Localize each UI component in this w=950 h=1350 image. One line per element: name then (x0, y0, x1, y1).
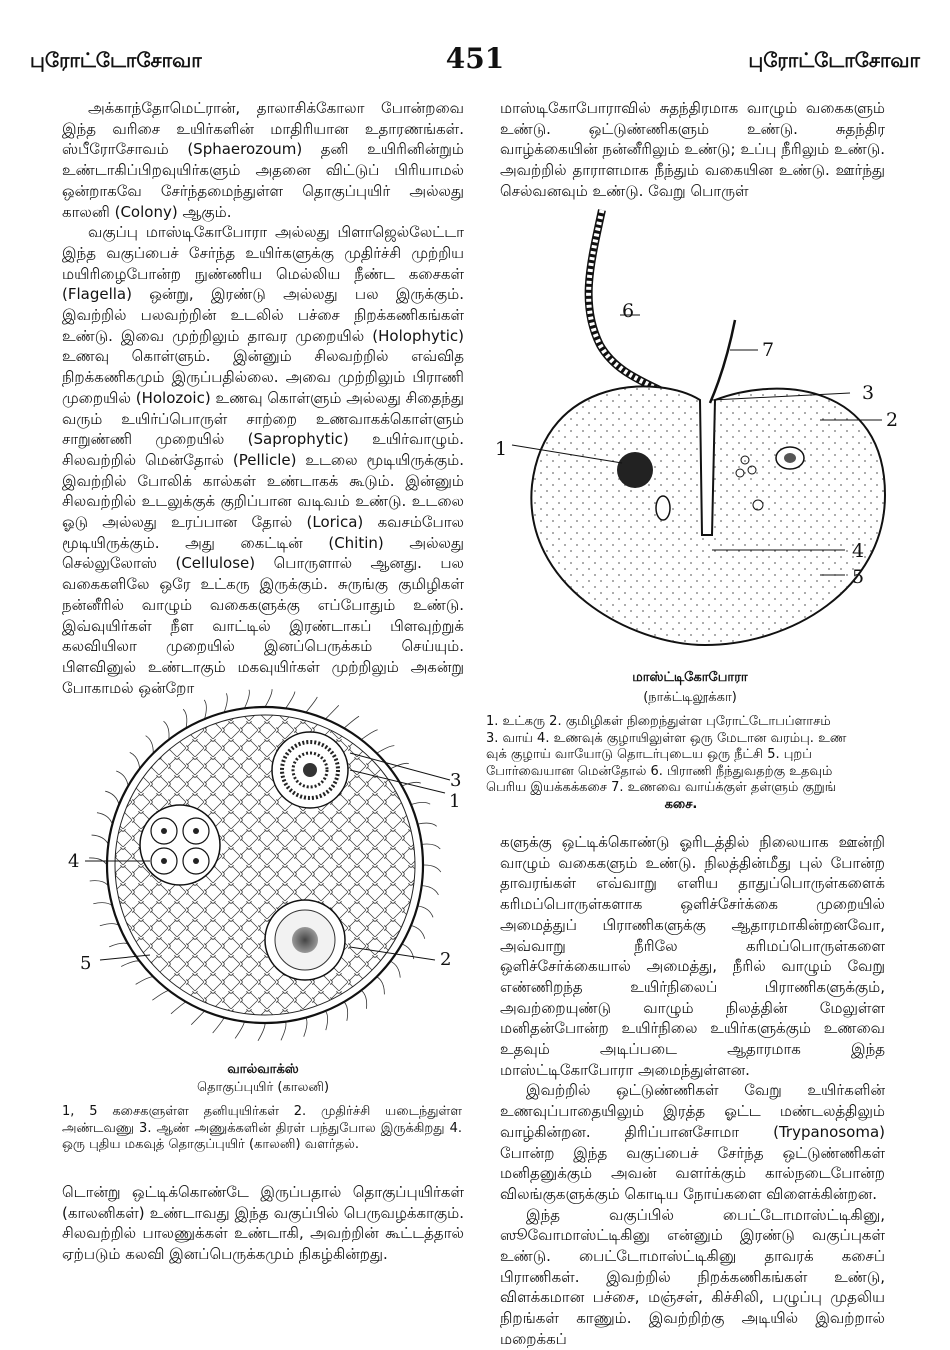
volvox-illustration (60, 685, 480, 1055)
volvox-title: வால்வாக்ஸ் (227, 1062, 299, 1077)
legend-line: 3. வாய் 4. உணவுக் குழாயிலுள்ள ஒரு மேடான வரம்பு. உண (486, 730, 847, 746)
paragraph: வகுப்பு மாஸ்டிகோபோரா அல்லது பிளாஜெல்லேட்டா இந்த வகுப்பைச் சேர்ந்த உயிர்களுக்கு முதிர்ச்சி முற்றிய மயிரிழைபோன்ற நுண்ணிய மெல்லிய நீண்ட கசைகள் (Flagella) ஒன்று, இரண்டு அல்லது பல இருக்கும். இவற்றில் பலவற்றின் உடலில் பச்சை நிறக்கணிகங்கள் உண்டு. இவை முற்றிலும் தாவர முறையில் (Holophytic) உணவு கொள்ளும். இன்னும் சிலவற்றில் எவ்வித நிறக்கணிகமும் இருப்பதில்லை. அவை முற்றிலும் பிராணி முறையில் (Holozoic) உணவு கொள்ளும் அல்லது சிதைந்து வரும் உயிர்ப்பொருள் சாற்றை உணவாகக்கொள்ளும் சாறுண்ணி முறையில் (Saprophytic) உயிர்வாழும். சிலவற்றில் மென்தோல் (Pellicle) உடலை மூடியிருக்கும். இவற்றில் போலிக் கால்கள் உண்டாகக் கூடும். இன்னும் சிலவற்றில் உடலுக்குக் குறிப்பான வடிவம் உண்டு. உடலை ஓடு அல்லது உரப்பான தோல் (Lorica) கவசம்போல மூடியிருக்கும். அது கைட்டின் (Chitin) அல்லது செல்லுலோஸ் (Cellulose) பொருளால் ஆனது. பல வகைகளிலே ஒரே உட்கரு இருக்கும். சுருங்கு குமிழிகள் நன்னீரில் வாழும் வகைகளுக்கு எப்போதும் உண்டு. இவ்வுயிர்கள் நீள வாட்டில் இரண்டாகப் பிளவுற்றுக் கலவியிலா முறையில் இனப்பெருக்கம் செய்யும். பிளவினுல் உண்டாகும் மகவுயிர்கள் முற்றிலும் அகன்று போகாமல் ஒன்றோ (62, 223, 464, 697)
flagellum-hair (130, 752, 140, 768)
paragraph: இந்த வகுப்பில் பைட்டோமாஸ்ட்டிகினு, ஸூவோமாஸ்ட்டிகினு என்னும் இரண்டு வகுப்புகள் உண்டு. பைட்டோமாஸ்ட்டிகினு தாவரக் கசைப் பிராணிகள். இவற்றில் நிறக்கணிகங்கள் உண்டு, விளக்கமான பச்சை, மஞ்சள், கிச்சிலி, பழுப்பு முதலிய நிறங்கள் காணும். இவற்றிற்கு அடியில் இவற்றால் மறைக்கப் (500, 1205, 885, 1348)
noctiluca-title: மாஸ்ட்டிகோபோரா (632, 670, 748, 685)
left-column-text-bottom (62, 1182, 464, 1265)
flagellum-hair (344, 716, 359, 728)
flagellum-hair (411, 925, 425, 938)
flagellum-hair (191, 1011, 204, 1025)
flagellum-hair (377, 746, 395, 754)
volvox-label-4: 4 (68, 851, 80, 872)
flagellum-hair (224, 693, 227, 712)
flagellum-hair (281, 1022, 286, 1041)
flagellum-hair (164, 721, 170, 739)
flagellum-hair (418, 823, 437, 826)
flagellum-hair (423, 865, 441, 872)
flagellum-hair (204, 700, 206, 719)
running-title-right: புரோட்டோசோவா (748, 48, 920, 72)
flagellum-hair (325, 1011, 327, 1030)
noctiluca-label-3: 3 (862, 382, 875, 404)
flagellum-hair (105, 791, 119, 804)
volvox-label-5: 5 (80, 953, 92, 974)
noctiluca-label-2: 2 (886, 409, 899, 431)
flagellum-hair (90, 881, 109, 886)
paragraph: அக்காந்தோமெட்ரான், தாலாசிக்கோலா போன்றவை இந்த வரிசை உயிர்களின் மாதிரியான உதாரணங்கள். ஸ்பீரோசோவம் (Sphaerozoum) தனி உயிரினின்றும் உண்டாகிப்பிறவுயிர்களும் அதனை விட்டுப் பிரியாமல் ஒன்றாகவே சேர்ந்தமைந்துள்ள தொகுப்புயிர் அல்லது காலனி (Colony) ஆகும். (62, 99, 464, 221)
paragraph: களுக்கு ஒட்டிக்கொண்டு ஓரிடத்தில் நிலையாக ஊன்றி வாழும் வகைகளும் உண்டு. நிலத்தின்மீது புல் போன்ற தாவரங்கள் எவ்வாறு எளிய தாதுப்பொருள்களைக் கரிமப்பொருள்களாக ஒளிச்சேர்க்கை முறையில் அமைத்துப் பிராணிகளுக்கு ஆதாரமாகின்றனவோ, அவ்வாறு நீரிலே கரிமப்பொருள்களை ஒளிச்சேர்க்கையால் அமைத்து, நீரில் வாழும் வேறு எண்ணிறந்த உயிர்நிலைப் பிராணிகளுக்கும், அவற்றையுண்டு வாழும் நிலத்தின் மேலுள்ள மனிதன்போன்ற உயிர்நிலை உயிர்களுக்கும் உணவை உதவும் அடிப்படை ஆதாரமாக இந்த மாஸ்ட்டிகோபோரா அமைந்துள்ளன. (500, 833, 885, 1079)
noctiluca-label-1: 1 (495, 438, 508, 460)
volvox-label-1: 1 (449, 791, 461, 812)
flagellum-hair (152, 990, 168, 1000)
running-title-left: புரோட்டோசோவா (30, 48, 202, 72)
flagellum-hair (325, 705, 338, 719)
left-column-text (62, 98, 464, 698)
noctiluca-label-6: 6 (622, 300, 635, 322)
flagellum-hair (344, 1002, 348, 1021)
flagellum-hair (183, 709, 187, 728)
legend-line: வுக் குழாய் வாயோடு தொடர்புடைய ஒரு நீட்சி 5. புறப் (486, 747, 812, 762)
noctiluca-label-4: 4 (852, 540, 865, 562)
noctiluca-legend (486, 714, 876, 813)
right-column-text (500, 98, 885, 202)
flagellum-hair (121, 961, 139, 967)
flagellum-hair (109, 943, 128, 947)
paragraph: மாஸ்டிகோபோராவில் சுதந்திரமாக வாழும் வகைகளும் உண்டு. ஒட்டுண்ணிகளும் உண்டு. சுதந்திர வாழ்க்கையின் நன்னீரிலும் உண்டு; உப்பு நீரிலும் உண்டு. அவற்றில் தாராளமாக நீந்தும் வகையின உண்டு. ஊர்ந்து செல்வனவும் உண்டு. வேறு பொருள் (500, 99, 885, 200)
paragraph: டொன்று ஒட்டிக்கொண்டே இருப்பதால் தொகுப்புயிர்கள் (காலனிகள்) உண்டாவது இந்த வகுப்பில் பெருவழக்காகும். சிலவற்றில் பாலணுக்கள் உண்டாகி, அவற்றின் கூட்டத்தால் ஏற்படும் கலவி இனப்பெருக்கமும் நிகழ்கின்றது. (62, 1183, 464, 1264)
flagellum-hair (422, 886, 439, 895)
flagellum-hair (265, 689, 272, 707)
flagellum-hair (422, 844, 441, 849)
noctiluca-label-7: 7 (762, 339, 775, 361)
noctiluca-label-5: 5 (852, 566, 865, 588)
page-number: 451 (445, 42, 505, 75)
flagellum-hair (136, 977, 154, 985)
flagellum-hair (418, 906, 433, 917)
flagellum-hair (286, 692, 295, 709)
flagellum-hair (390, 961, 400, 977)
flagellum-hair (306, 697, 317, 712)
flagellum-hair (235, 1022, 244, 1039)
volvox-subtitle: தொகுப்புயிர் (காலனி) (196, 1080, 330, 1095)
flagellum-hair (171, 1002, 186, 1014)
noctiluca-subtitle: (நாக்ட்டிலூக்கா) (643, 690, 737, 705)
legend-line: பெரிய இயக்கக்கசை 7. உணவை வாய்க்குள் தள்ளும் குறுங் (486, 780, 837, 795)
right-column-text-bottom (500, 832, 885, 1350)
legend-line-last: கசை. (664, 796, 698, 812)
legend-line: போர்வையான மென்தோல் 6. பிராணி நீந்துவதற்கு உதவும் (486, 763, 833, 779)
flagellum-hair (377, 977, 385, 995)
volvox-label-2: 2 (440, 949, 452, 970)
flagellum-hair (304, 1018, 307, 1037)
flagellum-hair (361, 990, 367, 1008)
flagellum-hair (258, 1023, 265, 1041)
volvox-legend: 1, 5 கசைகளுள்ள தனியுயிர்கள் 2. முதிர்ச்சி யடைந்துள்ள அண்டவணு 3. ஆண் அணுக்களின் திரள் பந்துபோல இருக்கிறது 4. ஒரு புதிய மகவுத் தொகுப்புயிர் (காலனி) வளர்தல். (62, 1104, 462, 1152)
paragraph: இவற்றில் ஒட்டுண்ணிகள் வேறு உயிர்களின் உணவுப்பாதையிலும் இரத்த ஓட்ட மண்டலத்திலும் வாழ்கின்றன. திரிப்பானசோமா (Trypanosoma) போன்ற இந்த வகுப்பைச் சேர்ந்த ஒட்டுண்ணிகள் மனிதனுக்கும் அவன் வளர்க்கும் கால்நடைபோன்ற விலங்குகளுக்கும் கொடிய நோய்களை விளைக்கின்றன. (500, 1081, 885, 1203)
flagellum-hair (213, 1018, 224, 1033)
volvox-label-3: 3 (450, 770, 462, 791)
flagellum-hair (244, 690, 249, 709)
flagellum-hair (116, 771, 128, 786)
page-header (30, 42, 920, 88)
legend-line: 1. உட்கரு 2. குமிழிகள் நிறைந்துள்ள புரோட்டோபப்ளாசம் (486, 714, 831, 729)
flagellum-hair (361, 730, 377, 740)
noctiluca-illustration (490, 205, 910, 665)
flagellum-hair (146, 736, 154, 754)
flagellum-hair (92, 835, 109, 844)
flagellum-hair (411, 802, 430, 804)
flagellum-hair (97, 813, 112, 824)
flagellum-hair (93, 903, 112, 906)
flagellum-hair (100, 924, 119, 926)
